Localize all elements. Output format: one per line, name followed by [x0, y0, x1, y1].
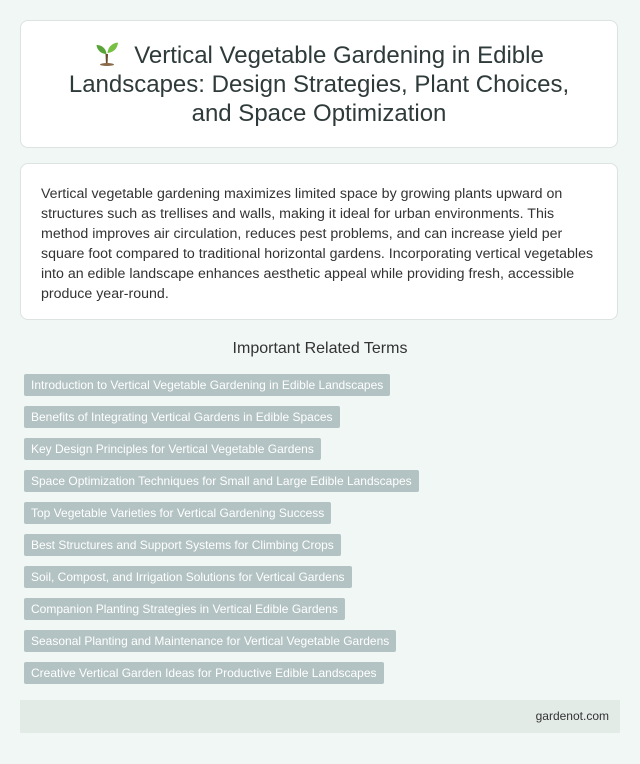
related-term-tag[interactable]: Key Design Principles for Vertical Vegetable Gardens: [24, 438, 321, 460]
related-term-tag[interactable]: Space Optimization Techniques for Small and Large Edible Landscapes: [24, 470, 419, 492]
summary-card: [20, 163, 618, 320]
related-term-tag[interactable]: Top Vegetable Varieties for Vertical Gardening Success: [24, 502, 331, 524]
related-term-tag[interactable]: Companion Planting Strategies in Vertical Edible Gardens: [24, 598, 345, 620]
page-title: [49, 40, 589, 128]
related-term-tag[interactable]: Seasonal Planting and Maintenance for Vertical Vegetable Gardens: [24, 630, 396, 652]
page-title-text: Vertical Vegetable Gardening in Edible Landscapes: Design Strategies, Plant Choices, and Space Optimization: [68, 42, 570, 127]
related-term-tag[interactable]: Benefits of Integrating Vertical Gardens in Edible Spaces: [24, 406, 340, 428]
summary-text: Vertical vegetable gardening maximizes limited space by growing plants upward on structures such as trellises and walls, making it ideal for urban environments. This method improves air circulation, reduces pest problems, and can increase yield per square foot compared to traditional horizontal gardens. Incorporating vertical vegetables into an edible landscape enhances aesthetic appeal while providing fresh, accessible produce year-round.: [41, 186, 594, 302]
related-terms-list: [24, 374, 620, 694]
related-term-tag[interactable]: Creative Vertical Garden Ideas for Productive Edible Landscapes: [24, 662, 384, 684]
site-link[interactable]: gardenot.com: [535, 709, 609, 723]
related-term-tag[interactable]: Introduction to Vertical Vegetable Gardening in Edible Landscapes: [24, 374, 390, 396]
related-term-tag[interactable]: Best Structures and Support Systems for Climbing Crops: [24, 534, 341, 556]
title-card: [20, 20, 618, 148]
related-terms-heading: Important Related Terms: [232, 340, 408, 357]
related-term-tag[interactable]: Soil, Compost, and Irrigation Solutions for Vertical Gardens: [24, 566, 352, 588]
sprout-icon: [94, 40, 120, 66]
footer: [20, 700, 620, 733]
